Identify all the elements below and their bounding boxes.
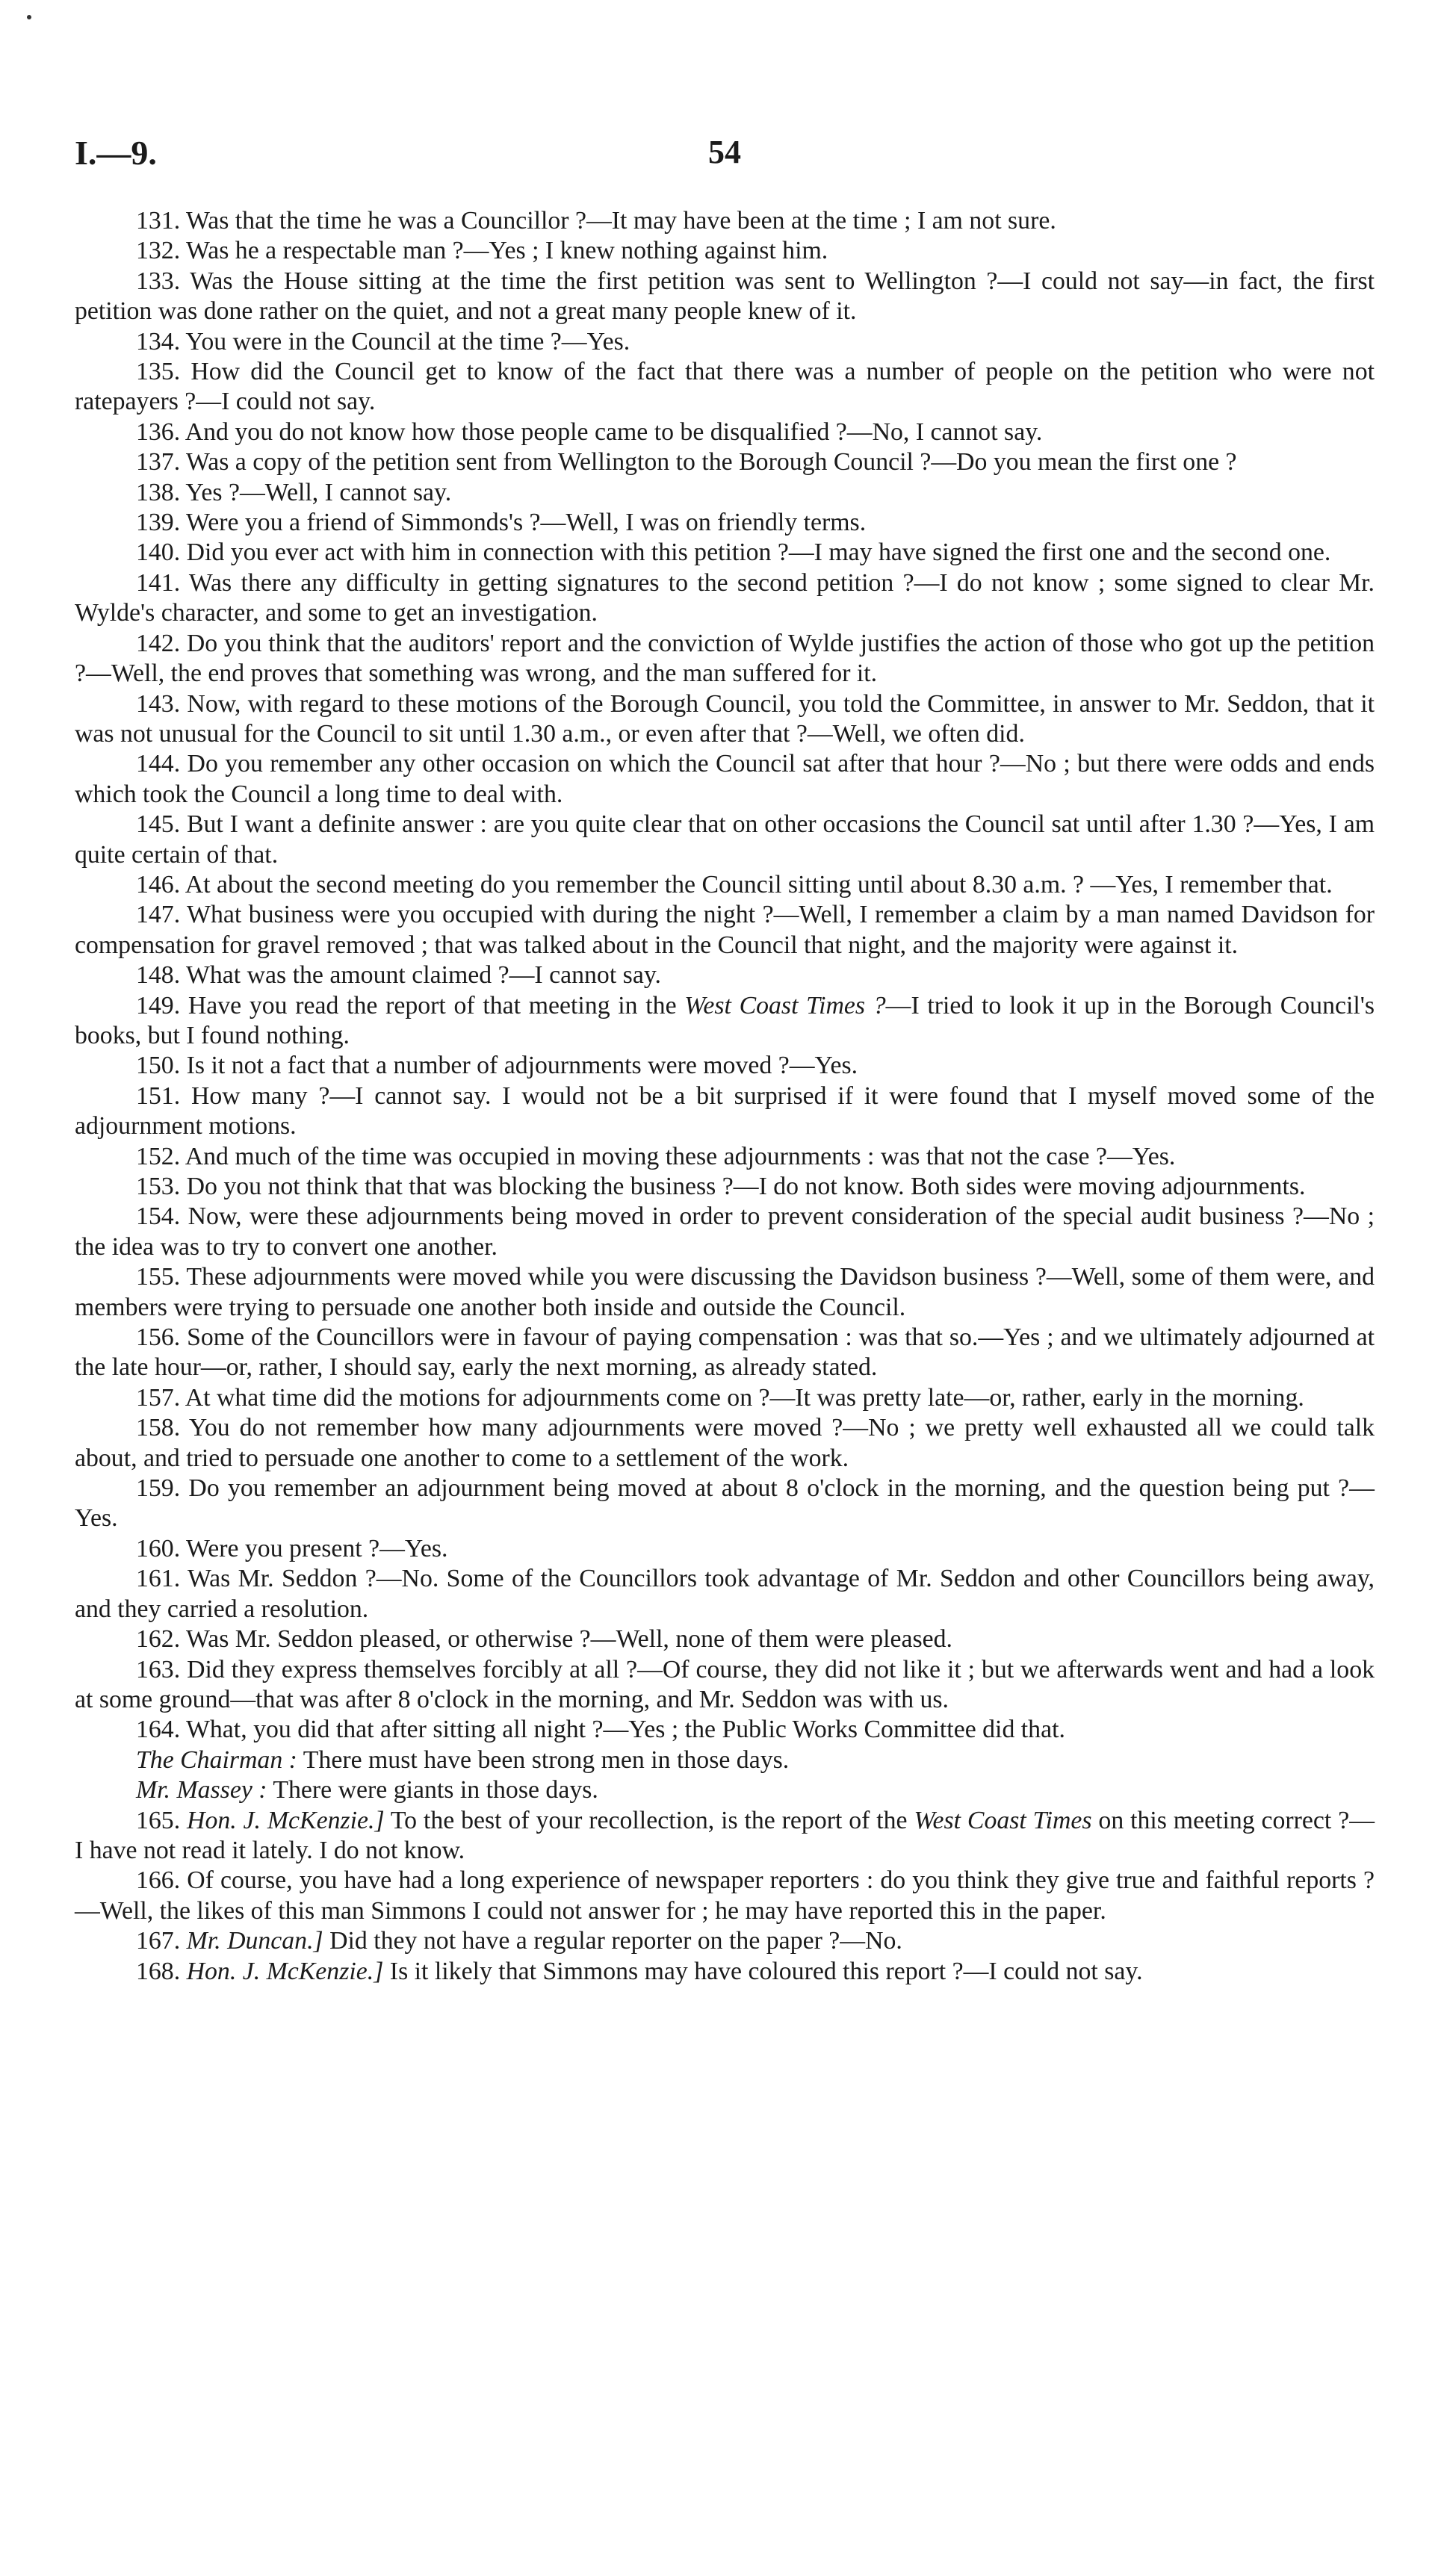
question-number: 138.	[136, 478, 181, 506]
question-answer-text: Was Mr. Seddon pleased, or otherwise ?—Well, none of them were pleased.	[186, 1625, 953, 1654]
question-number: 154.	[136, 1202, 181, 1231]
speaker-name: Mr. Massey :	[136, 1776, 267, 1804]
question-number: 150.	[136, 1052, 181, 1080]
question-answer-text: Of course, you have had a long experience of newspaper reporters : do you think they give true and faithful reports ?—Well, the likes of this man Simmons I could not answer for ; he may have reported this in the paper.	[75, 1866, 1375, 1925]
testimony-paragraph	[75, 960, 1375, 990]
question-answer-text: Did they express themselves forcibly at all ?—Of course, they did not like it ; but we afterwards went and had a look at some ground—that was after 8 o'clock in the morning, and Mr. Seddon was with us.	[75, 1655, 1375, 1713]
question-number: 157.	[136, 1383, 181, 1412]
question-answer-text: What was the amount claimed ?—I cannot say.	[186, 961, 661, 990]
question-number: 144.	[136, 750, 181, 778]
question-answer-text: on this meeting correct ?—I have not read it lately. I do not know.	[75, 1806, 1375, 1864]
question-number: 163.	[136, 1655, 181, 1683]
testimony-paragraph	[75, 538, 1375, 568]
testimony-paragraph	[75, 1624, 1375, 1654]
question-answer-text: Were you present ?—Yes.	[186, 1534, 448, 1562]
question-answer-text: Was there any difficulty in getting signatures to the second petition ?—I do not know ; some signed to clear Mr. Wylde's character, and some to get an investigation.	[75, 568, 1375, 627]
question-number: 147.	[136, 901, 181, 929]
question-answer-text: Were you a friend of Simmonds's ?—Well, I was on friendly terms.	[186, 509, 867, 537]
question-number: 152.	[136, 1142, 181, 1170]
question-answer-text: There were giants in those days.	[267, 1776, 598, 1804]
question-answer-text: Was a copy of the petition sent from Wellington to the Borough Council ?—Do you mean the first one ?	[186, 448, 1237, 477]
testimony-paragraph	[75, 1926, 1375, 1956]
speaker-name: Hon. J. McKenzie.]	[186, 1957, 384, 1985]
testimony-paragraph	[75, 749, 1375, 810]
testimony-paragraph	[75, 206, 1375, 236]
question-number: 135.	[136, 358, 181, 386]
testimony-paragraph	[75, 1142, 1375, 1172]
question-number: 168.	[136, 1957, 181, 1985]
question-number: 159.	[136, 1474, 181, 1503]
question-number: 132.	[136, 237, 181, 265]
speaker-name: Hon. J. McKenzie.]	[187, 1806, 385, 1834]
question-number: 166.	[136, 1866, 181, 1895]
question-number: 139.	[136, 509, 181, 537]
question-number: 137.	[136, 448, 181, 477]
question-answer-text: Did you ever act with him in connection with this petition ?—I may have signed the first one and the second one.	[186, 539, 1331, 567]
testimony-paragraph	[75, 447, 1375, 477]
testimony-paragraph	[75, 267, 1375, 327]
question-number: 142.	[136, 629, 181, 657]
question-number: 141.	[136, 568, 181, 597]
speaker-name: The Chairman :	[136, 1745, 297, 1774]
testimony-paragraph	[75, 1957, 1375, 1987]
testimony-paragraph	[75, 810, 1375, 870]
question-number: 140.	[136, 539, 181, 567]
document-reference: I.—9.	[75, 134, 157, 172]
question-number: 167.	[136, 1927, 181, 1955]
question-number: 158.	[136, 1414, 181, 1442]
testimony-paragraph	[75, 327, 1375, 357]
question-answer-text: How did the Council get to know of the fact that there was a number of people on the petition who were not ratepayers ?—I could not say.	[75, 358, 1375, 416]
question-number: 155.	[136, 1263, 181, 1291]
question-number: 165.	[136, 1806, 181, 1834]
question-answer-text: Do you think that the auditors' report and the conviction of Wylde justifies the action of those who got up the petition ?—Well, the end proves that something was wrong, and the man suffered for it.	[75, 629, 1375, 688]
testimony-paragraph	[75, 1715, 1375, 1745]
testimony-paragraph	[75, 1474, 1375, 1534]
question-number: 160.	[136, 1534, 181, 1562]
testimony-paragraph	[75, 1081, 1375, 1142]
question-answer-text: Do you remember any other occasion on which the Council sat after that hour ?—No ; but there were odds and ends which took the Council a long time to deal with.	[75, 750, 1375, 808]
question-answer-text: Was that the time he was a Councillor ?—It may have been at the time ; I am not sure.	[186, 207, 1056, 235]
question-answer-text: Do you remember an adjournment being moved at about 8 o'clock in the morning, and the question being put ?—Yes.	[75, 1474, 1375, 1533]
question-number: 143.	[136, 689, 181, 718]
testimony-paragraph	[75, 1564, 1375, 1624]
speaker-name: Mr. Duncan.]	[186, 1927, 323, 1955]
question-answer-text: You do not remember how many adjournments were moved ?—No ; we pretty well exhausted all we could talk about, and tried to persuade one another to come to a settlement of the work.	[75, 1414, 1375, 1472]
testimony-paragraph	[75, 1655, 1375, 1716]
question-number: 133.	[136, 267, 181, 295]
question-answer-text: Have you read the report of that meeting in the	[188, 991, 685, 1019]
testimony-paragraph	[75, 1172, 1375, 1202]
testimony-paragraph	[75, 1383, 1375, 1413]
question-answer-text: Is it likely that Simmons may have coloured this report ?—I could not say.	[383, 1957, 1143, 1985]
testimony-paragraph	[75, 1806, 1375, 1866]
question-answer-text: Some of the Councillors were in favour of paying compensation : was that so.—Yes ; and we ultimately adjourned at the late hour—or, rather, I should say, early the next morning, as already stated.	[75, 1323, 1375, 1382]
testimony-paragraph	[75, 1051, 1375, 1081]
testimony-paragraph	[75, 1534, 1375, 1564]
question-number: 146.	[136, 870, 181, 899]
question-answer-text: Was Mr. Seddon ?—No. Some of the Councillors took advantage of Mr. Seddon and other Councillors being away, and they carried a resolution.	[75, 1565, 1375, 1623]
question-answer-text: Did they not have a regular reporter on the paper ?—No.	[323, 1927, 902, 1955]
question-number: 151.	[136, 1081, 181, 1110]
question-number: 161.	[136, 1565, 181, 1593]
testimony-paragraph	[75, 1775, 1375, 1805]
question-answer-text: There must have been strong men in those days.	[297, 1745, 790, 1774]
testimony-paragraph	[75, 478, 1375, 508]
question-answer-text: What business were you occupied with during the night ?—Well, I remember a claim by a man named Davidson for compensation for gravel removed ; that was talked about in the Council that night, and the majority were against it.	[75, 901, 1375, 959]
question-number: 131.	[136, 207, 181, 235]
question-number: 164.	[136, 1716, 181, 1744]
question-answer-text: Now, were these adjournments being moved in order to prevent consideration of the special audit business ?—No ; the idea was to try to convert one another.	[75, 1202, 1375, 1261]
testimony-paragraph	[75, 568, 1375, 629]
testimony-paragraph	[75, 236, 1375, 266]
testimony-paragraph	[75, 689, 1375, 750]
question-number: 162.	[136, 1625, 181, 1654]
question-answer-text: What, you did that after sitting all night ?—Yes ; the Public Works Committee did that.	[186, 1716, 1065, 1744]
question-number: 153.	[136, 1173, 181, 1200]
newspaper-title: West Coast Times	[914, 1806, 1092, 1834]
question-answer-text: Is it not a fact that a number of adjournments were moved ?—Yes.	[186, 1052, 858, 1080]
question-number: 136.	[136, 418, 181, 446]
question-answer-text: To the best of your recollection, is the report of the	[384, 1806, 914, 1834]
testimony-paragraph	[75, 1202, 1375, 1262]
scan-speck	[27, 15, 31, 19]
page-header	[75, 133, 1375, 193]
question-answer-text: Do you not think that that was blocking the business ?—I do not know. Both sides were moving adjournments.	[186, 1173, 1306, 1200]
question-answer-text: How many ?—I cannot say. I would not be a bit surprised if it were found that I myself moved some of the adjournment motions.	[75, 1081, 1375, 1140]
page-number: 54	[708, 134, 741, 170]
testimony-paragraph	[75, 1413, 1375, 1474]
question-answer-text: Was he a respectable man ?—Yes ; I knew nothing against him.	[186, 237, 828, 265]
question-number: 145.	[136, 810, 181, 839]
question-answer-text: And you do not know how those people came to be disqualified ?—No, I cannot say.	[185, 418, 1043, 446]
testimony-paragraph	[75, 870, 1375, 900]
question-number: 156.	[136, 1323, 181, 1352]
question-number: 134.	[136, 327, 181, 356]
testimony-paragraph	[75, 1745, 1375, 1775]
question-answer-text: Yes ?—Well, I cannot say.	[185, 478, 452, 506]
question-answer-text: Was the House sitting at the time the first petition was sent to Wellington ?—I could not say—in fact, the first petition was done rather on the quiet, and not a great many people knew of it.	[75, 267, 1375, 326]
testimony-paragraph	[75, 900, 1375, 960]
question-number: 148.	[136, 961, 181, 990]
question-answer-text: —I tried to look it up in the Borough Council's books, but I found nothing.	[75, 991, 1375, 1049]
question-number: 149.	[136, 991, 181, 1019]
testimony-paragraph	[75, 508, 1375, 538]
newspaper-title: West Coast Times ?	[684, 991, 886, 1019]
testimony-body	[75, 206, 1375, 1987]
question-answer-text: But I want a definite answer : are you quite clear that on other occasions the Council sat until after 1.30 ?—Yes, I am quite certain of that.	[75, 810, 1375, 869]
question-answer-text: And much of the time was occupied in moving these adjournments : was that not the case ?—Yes.	[185, 1142, 1176, 1170]
testimony-paragraph	[75, 357, 1375, 418]
question-answer-text: These adjournments were moved while you were discussing the Davidson business ?—Well, some of them were, and members were trying to persuade one another both inside and outside the Council.	[75, 1263, 1375, 1321]
question-answer-text: You were in the Council at the time ?—Yes.	[185, 327, 630, 356]
testimony-paragraph	[75, 629, 1375, 689]
question-answer-text: At about the second meeting do you remember the Council sitting until about 8.30 a.m. ? —Yes, I remember that.	[185, 870, 1333, 899]
question-answer-text: Now, with regard to these motions of the Borough Council, you told the Committee, in answer to Mr. Seddon, that it was not unusual for the Council to sit until 1.30 a.m., or even after that ?—Well, we often did.	[75, 689, 1375, 748]
testimony-paragraph	[75, 991, 1375, 1052]
testimony-paragraph	[75, 1866, 1375, 1926]
question-answer-text: At what time did the motions for adjournments come on ?—It was pretty late—or, rather, early in the morning.	[185, 1383, 1304, 1412]
testimony-paragraph	[75, 418, 1375, 447]
testimony-paragraph	[75, 1262, 1375, 1323]
testimony-paragraph	[75, 1323, 1375, 1383]
